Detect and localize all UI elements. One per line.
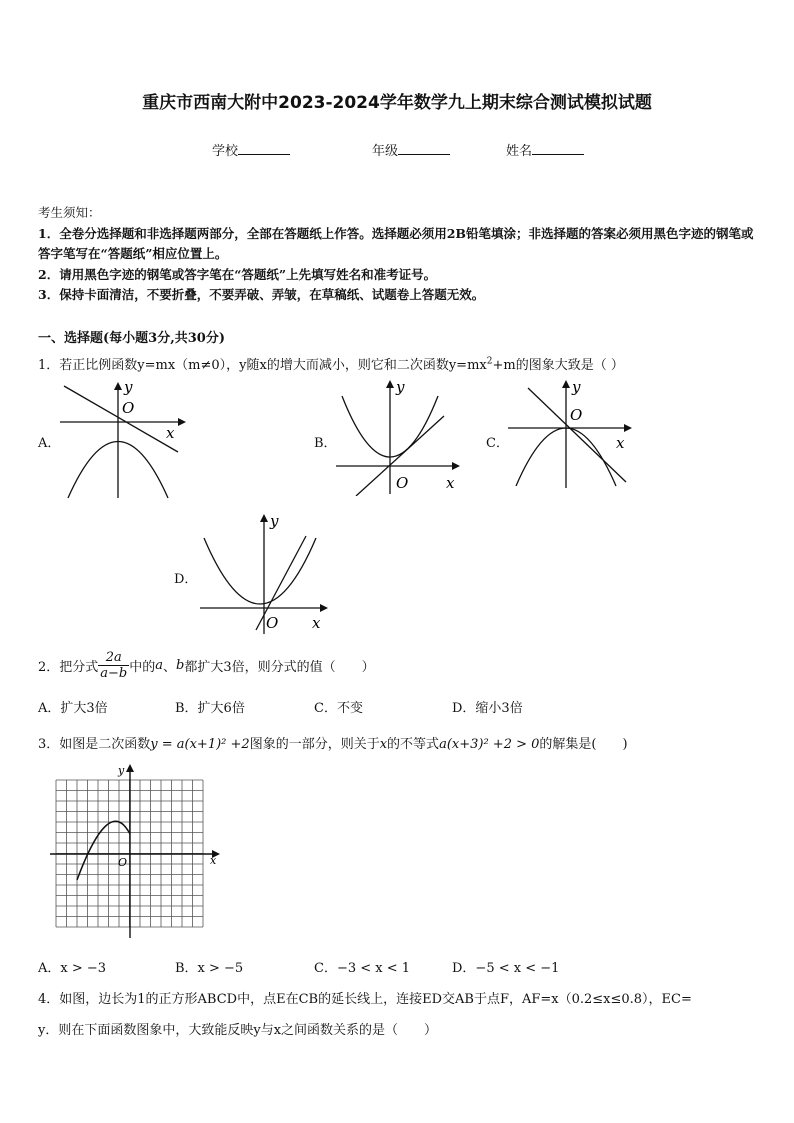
q1-option-c-label: C． [486, 436, 509, 451]
q3-option-b: B．x > −5 [175, 961, 244, 976]
q1-graph-a [58, 380, 186, 500]
svg-text:O: O [118, 856, 128, 869]
notes-item-3: 3．保持卡面清洁，不要折叠，不要弄破、弄皱，在草稿纸、试题卷上答题无效。 [38, 287, 485, 302]
notes-item-2: 2．请用黑色字迹的钢笔或答字笔在“答题纸”上先填写姓名和准考证号。 [38, 266, 437, 282]
q2-option-d: D．缩小3倍 [452, 701, 523, 716]
exam-notes [38, 203, 760, 306]
q3-option-c: C．−3 < x < 1 [314, 961, 411, 976]
svg-text:y: y [572, 378, 581, 396]
svg-text:x: x [312, 614, 321, 632]
q1-graph-c [506, 378, 636, 490]
q1-option-a-label: A． [38, 436, 61, 451]
q3-option-a: A．x > −3 [38, 961, 107, 976]
svg-text:x: x [166, 424, 175, 442]
page-title: 重庆市西南大附中2023-2024学年数学九上期末综合测试模拟试题 [142, 93, 652, 113]
q3-option-d: D．−5 < x < −1 [452, 961, 560, 976]
question-4-line-2: y．则在下面函数图象中，大致能反映y与x之间函数关系的是（ ） [38, 1023, 438, 1038]
svg-text:x: x [616, 434, 625, 452]
grade-field: 年级 [372, 140, 450, 159]
svg-text:y: y [124, 380, 133, 396]
svg-text:y: y [396, 378, 405, 396]
q2-option-b: B．扩大6倍 [175, 701, 245, 716]
svg-text:y: y [118, 764, 125, 777]
q1-graph-b [334, 378, 464, 496]
q3-grid-graph [48, 762, 224, 942]
section-heading: 一、选择题(每小题3分,共30分) [38, 331, 225, 346]
question-3: 3．如图是二次函数y = a(x+1)² +2图象的一部分，则关于x的不等式a(x+3)² +2 > 0的解集是( ) [38, 737, 628, 752]
svg-text:O: O [266, 614, 279, 632]
q1-graph-d [196, 510, 332, 636]
school-field: 学校 [212, 140, 290, 159]
svg-text:x: x [210, 854, 217, 867]
notes-heading: 考生须知： [38, 205, 101, 220]
q2-fraction: $\frac{2a}{a-b}$ [100, 650, 128, 681]
svg-text:x: x [446, 474, 455, 492]
svg-text:O: O [570, 406, 583, 424]
question-2: 2．把分式 $\frac{2a}{a-b}$ 中的a、b都扩大3倍，则分式的值（ ） [38, 650, 375, 681]
q1-option-b-label: B． [314, 436, 337, 451]
svg-text:O: O [122, 399, 135, 417]
name-field: 姓名 [506, 140, 584, 159]
svg-text:O: O [396, 474, 409, 492]
q2-option-c: C．不变 [314, 701, 363, 716]
q1-option-d-label: D． [174, 572, 198, 587]
svg-text:y: y [270, 512, 279, 530]
notes-item-1: 1．全卷分选择题和非选择题两部分，全部在答题纸上作答。选择题必须用2B铅笔填涂；非选择题的答案必须用黑色字迹的钢笔或答字笔写在“答题纸”相应位置上。 [38, 225, 754, 261]
question-4-line-1: 4．如图，边长为1的正方形ABCD中，点E在CB的延长线上，连接ED交AB于点F，AF=x（0.2≤x≤0.8），EC= [38, 992, 692, 1007]
q2-option-a: A．扩大3倍 [38, 701, 108, 716]
question-1: 1．若正比例函数y=mx（m≠0），y随x的增大而减小，则它和二次函数$y=mx^2+m$的图象大致是（ ） [38, 356, 624, 373]
